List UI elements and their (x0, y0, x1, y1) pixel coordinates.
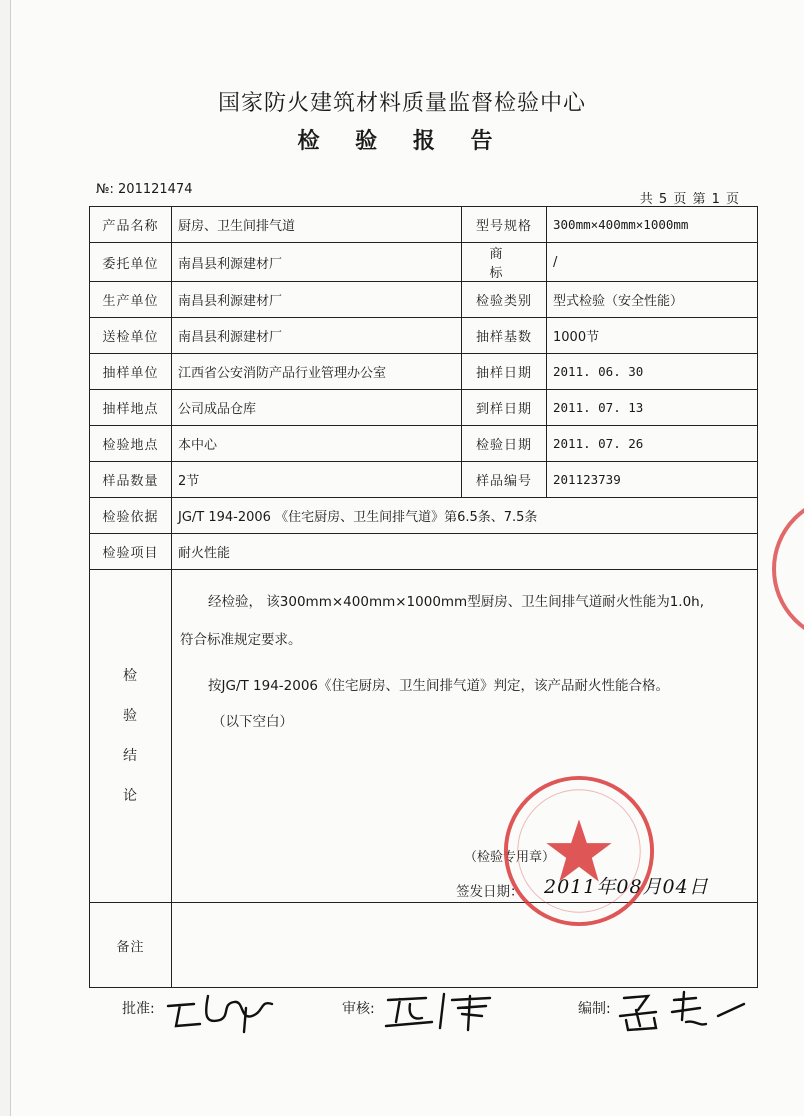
review-signature (378, 986, 498, 1036)
table-row (90, 462, 758, 498)
compile-label: 编制: (578, 1001, 611, 1017)
field-label: 检验日期 (462, 426, 547, 462)
basis-value: JG/T 194-2006 《住宅厨房、卫生间排气道》第6.5条、7.5条 (172, 498, 758, 534)
review-label: 审核: (342, 1001, 375, 1017)
sample-date-value: 2011. 06. 30 (547, 354, 758, 390)
test-place-value: 本中心 (172, 426, 462, 462)
conclusion-label (90, 570, 172, 903)
field-label: 产品名称 (90, 207, 172, 243)
product-name-value: 厨房、卫生间排气道 (172, 207, 462, 243)
table-row (90, 534, 758, 570)
field-label: 抽样日期 (462, 354, 547, 390)
field-label: 样品数量 (90, 462, 172, 498)
sample-base-value: 1000节 (547, 318, 758, 354)
remarks-value (172, 903, 758, 988)
conclusion-line: 符合标准规定要求。 (180, 632, 302, 648)
seam-seal (768, 484, 804, 654)
conclusion-body (172, 570, 758, 903)
field-label: 委托单位 (90, 243, 172, 282)
test-type-value: 型式检验（安全性能） (547, 282, 758, 318)
table-row (90, 282, 758, 318)
table-row (90, 243, 758, 282)
sign-date-value: 2011年08月04日 (544, 876, 709, 898)
conclusion-line: 经检验， 该300mm×400mm×1000mm型厨房、卫生间排气道耐火性能为1.0h, (208, 594, 705, 610)
compile-signature (616, 986, 750, 1036)
conclusion-char: 结 (123, 748, 138, 764)
report-number: №: 201121474 (96, 182, 193, 197)
table-row (90, 498, 758, 534)
arrival-date-value: 2011. 07. 13 (547, 390, 758, 426)
org-title: 国家防火建筑材料质量监督检验中心 (217, 91, 586, 116)
table-row (90, 318, 758, 354)
conclusion-line: （以下空白） (212, 714, 293, 730)
report-title: 检 验 报 告 (297, 128, 507, 154)
submitter-value: 南昌县利源建材厂 (172, 318, 462, 354)
manufacturer-value: 南昌县利源建材厂 (172, 282, 462, 318)
conclusion-line: 按JG/T 194-2006《住宅厨房、卫生间排气道》判定，该产品耐火性能合格。 (208, 678, 670, 694)
item-value: 耐火性能 (172, 534, 758, 570)
approve-label: 批准: (122, 1001, 155, 1017)
stamp-note: （检验专用章） (464, 850, 556, 865)
table-row (90, 426, 758, 462)
sample-place-value: 公司成品仓库 (172, 390, 462, 426)
inspection-seal (500, 772, 658, 930)
field-label: 样品编号 (462, 462, 547, 498)
field-label: 抽样地点 (90, 390, 172, 426)
field-label: 检验依据 (90, 498, 172, 534)
approve-signature (160, 986, 280, 1036)
page-count: 共 5 页 第 1 页 (639, 192, 740, 207)
field-label: 抽样基数 (462, 318, 547, 354)
client-value: 南昌县利源建材厂 (172, 243, 462, 282)
remarks-label: 备注 (90, 903, 172, 988)
sample-no-value: 201123739 (547, 462, 758, 498)
test-date-value: 2011. 07. 26 (547, 426, 758, 462)
table-row (90, 354, 758, 390)
field-label: 抽样单位 (90, 354, 172, 390)
sampler-value: 江西省公安消防产品行业管理办公室 (172, 354, 462, 390)
field-label: 型号规格 (462, 207, 547, 243)
field-label: 生产单位 (90, 282, 172, 318)
sign-date-label: 签发日期： (456, 884, 524, 900)
conclusion-char: 论 (123, 788, 138, 804)
model-value: 300mm×400mm×1000mm (547, 207, 758, 243)
field-label: 检验地点 (90, 426, 172, 462)
conclusion-char: 验 (123, 708, 138, 724)
trademark-value: / (547, 243, 758, 282)
qty-value: 2节 (172, 462, 462, 498)
field-label: 送检单位 (90, 318, 172, 354)
field-label: 到样日期 (462, 390, 547, 426)
field-label: 检验类别 (462, 282, 547, 318)
conclusion-char: 检 (123, 668, 138, 684)
field-label: 商 标 (462, 243, 547, 282)
table-row (90, 207, 758, 243)
table-row (90, 390, 758, 426)
field-label: 检验项目 (90, 534, 172, 570)
